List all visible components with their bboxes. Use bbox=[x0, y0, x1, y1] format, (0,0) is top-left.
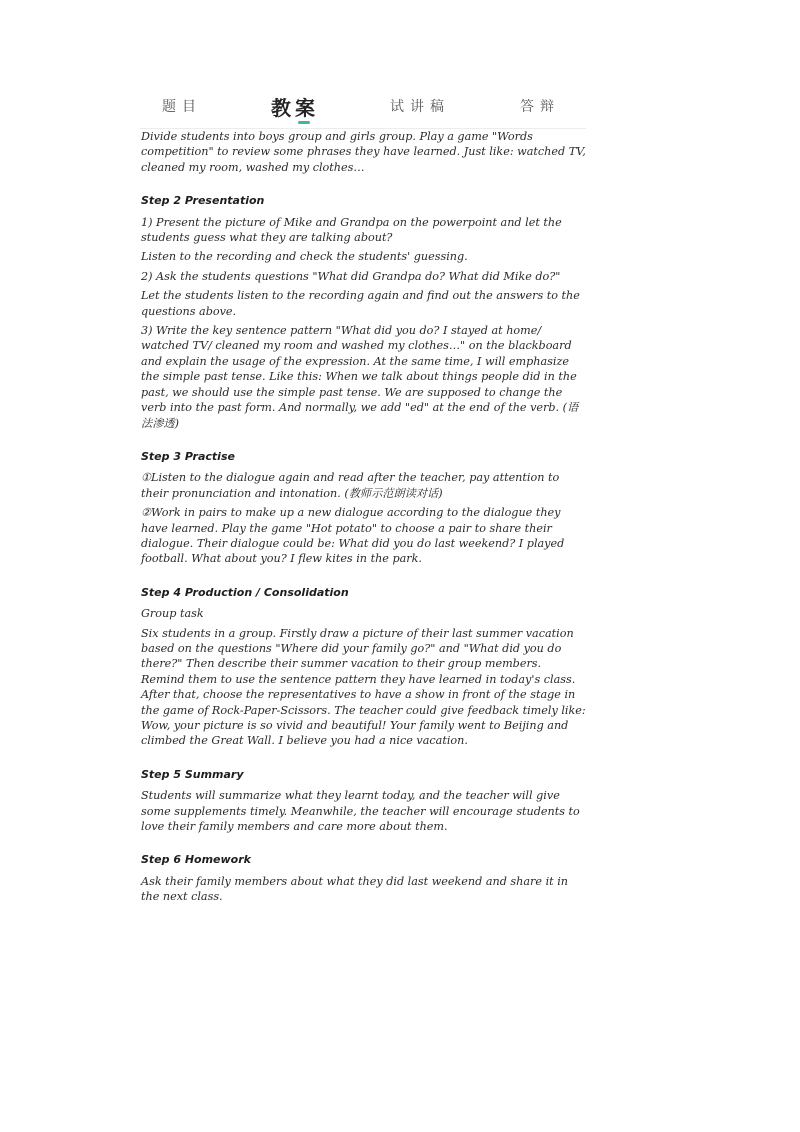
step-production bbox=[141, 585, 586, 749]
intro-paragraph: Divide students into boys group and girls group. Play a game "Words competition" to review some phrases they have learned. Just like: watched TV, cleaned my room, washed my clothes… bbox=[141, 130, 586, 174]
step-heading: Step 2 Presentation bbox=[141, 194, 265, 208]
step-heading: Step 6 Homework bbox=[141, 853, 251, 867]
step-paragraph: 2) Ask the students questions "What did Grandpa do? What did Mike do?" bbox=[141, 269, 561, 283]
active-tab-indicator bbox=[298, 121, 310, 124]
lesson-plan-content bbox=[141, 129, 586, 909]
step-summary bbox=[141, 767, 586, 835]
step-paragraph: Ask their family members about what they did last weekend and share it in the next class. bbox=[141, 874, 568, 904]
step-paragraph: Let the students listen to the recording again and find out the answers to the questions above. bbox=[141, 289, 580, 318]
step-heading: Step 4 Production / Consolidation bbox=[141, 585, 349, 599]
step-paragraph: Listen to the recording and check the students' guessing. bbox=[141, 250, 468, 264]
step-paragraph: ②Work in pairs to make up a new dialogue according to the dialogue they have learned. Play the game "Hot potato" to choose a pair to share their dialogue. Their dialogue could be: What did you do last weekend? I played football. What about you? I flew kites in the park. bbox=[141, 506, 565, 566]
step-presentation bbox=[141, 193, 586, 431]
tab-defense[interactable]: 答辩 bbox=[520, 99, 560, 115]
tab-questions[interactable]: 题目 bbox=[162, 99, 202, 115]
tab-trial-script[interactable]: 试讲稿 bbox=[390, 99, 450, 115]
step-paragraph: ①Listen to the dialogue again and read after the teacher, pay attention to their pronunciation and intonation. (教师示范朗读对话) bbox=[141, 471, 560, 500]
step-paragraph: 1) Present the picture of Mike and Grandpa on the powerpoint and let the students guess what they are talking about? bbox=[141, 215, 562, 245]
step-paragraph: 3) Write the key sentence pattern "What did you do? I stayed at home/ watched TV/ cleaned my room and washed my clothes…" on the blackboard and explain the usage of the expression. At the same time, I will emphasize the simple past tense. Like this: When we talk about things people did in the past, we should use the simple past tense. We are supposed to change the verb into the past form. And normally, we add "ed" at the end of the verb. (语法渗透) bbox=[141, 324, 579, 430]
tab-lesson-plan[interactable]: 教案 bbox=[271, 96, 319, 120]
tab-bar bbox=[140, 96, 590, 130]
step-paragraph: Students will summarize what they learnt today, and the teacher will give some supplements timely. Meanwhile, the teacher will encourage students to love their family members and care more about them. bbox=[141, 789, 580, 834]
step-heading: Step 3 Practise bbox=[141, 449, 235, 463]
step-paragraph: Group task bbox=[141, 607, 204, 621]
step-paragraph: Six students in a group. Firstly draw a picture of their last summer vacation based on the questions "Where did your family go?" and "What did you do there?" Then describe their summer vacation to their group members. Remind them to use the sentence pattern they have learned in today's class. After that, choose the representatives to have a show in front of the stage in the game of Rock-Paper-Scissors. The teacher could give feedback timely like: Wow, your picture is so vivid and beautiful! Your family went to Beijing and climbed the Great Wall. I believe you had a nice vacation. bbox=[141, 626, 586, 748]
step-practise bbox=[141, 449, 586, 567]
step-homework bbox=[141, 852, 586, 904]
step-heading: Step 5 Summary bbox=[141, 767, 244, 781]
